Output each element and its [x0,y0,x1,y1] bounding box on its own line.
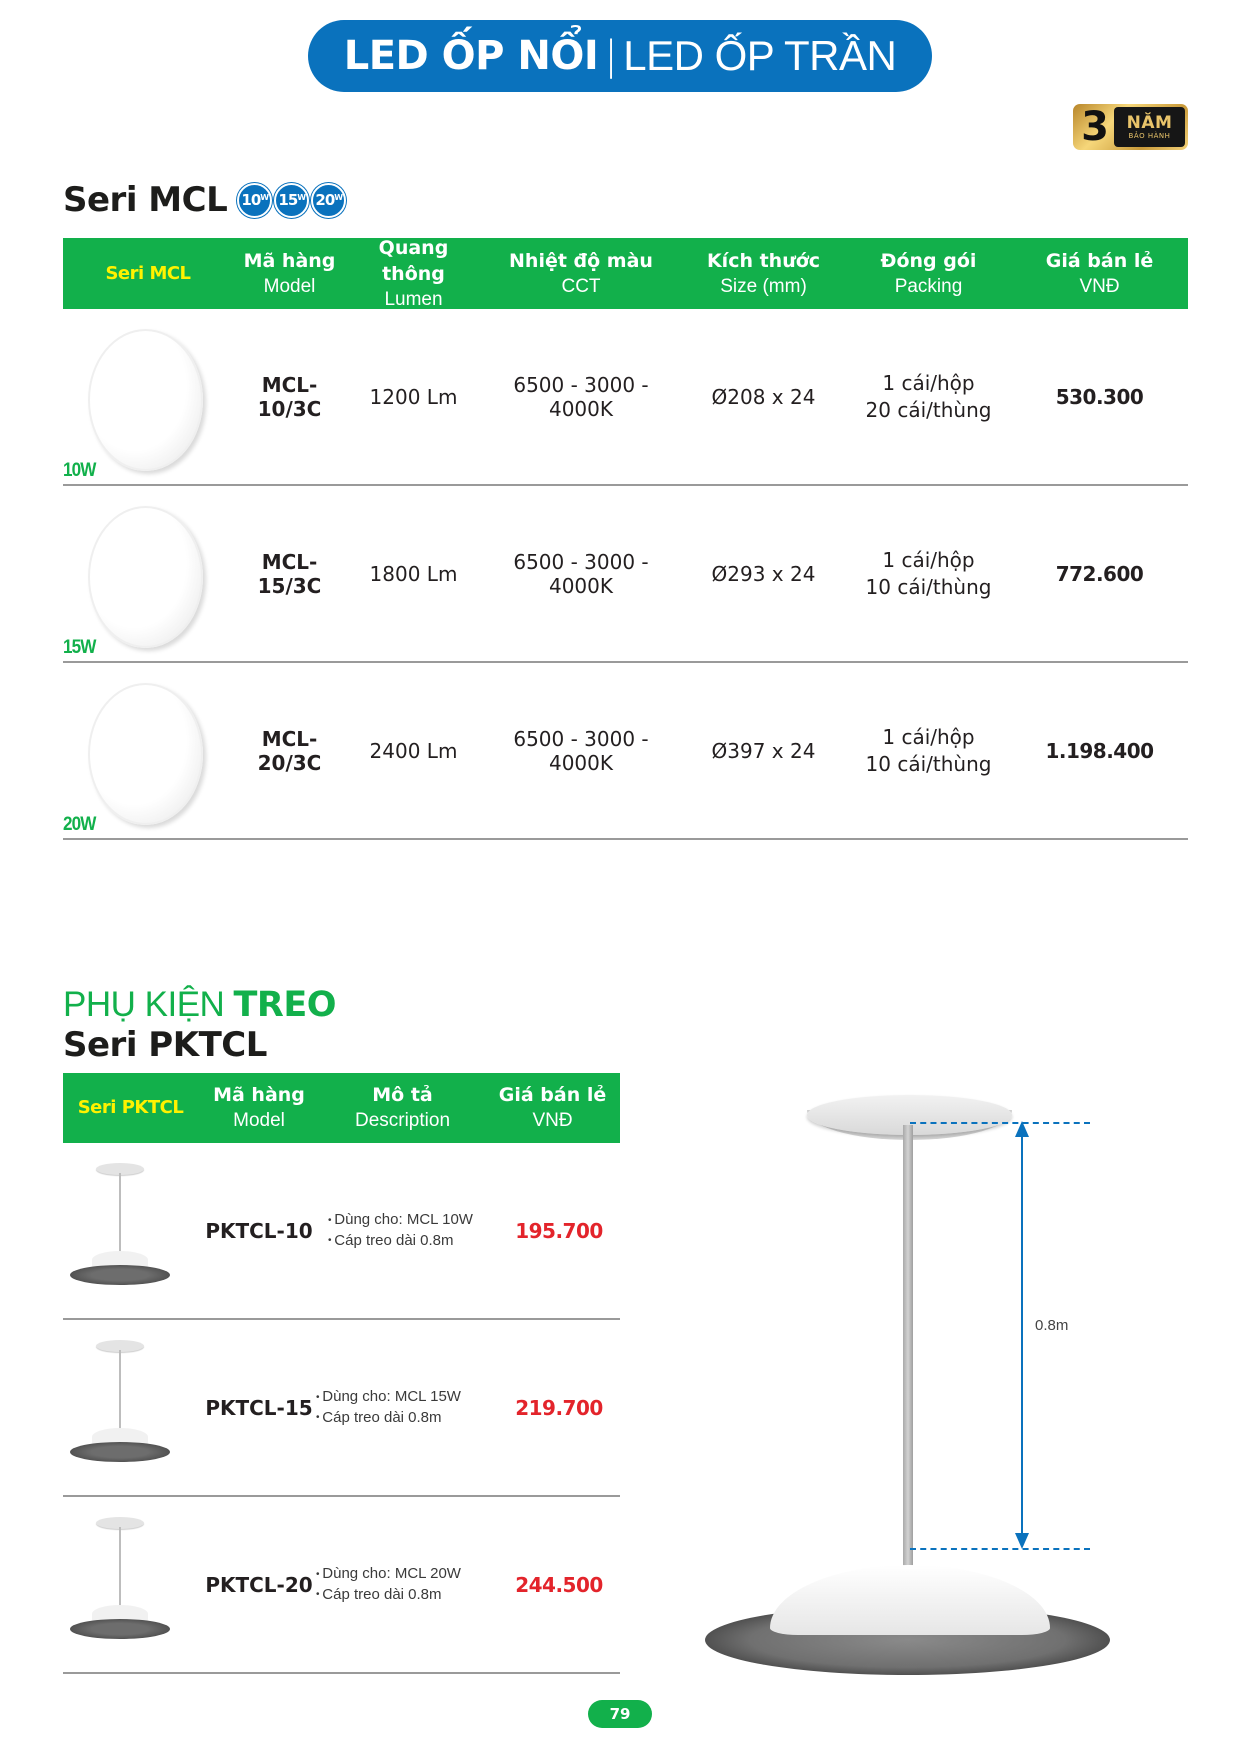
table-row [63,1320,620,1497]
row-price: 195.700 [515,1218,603,1243]
product-image-mcl-20 [88,683,203,825]
mcl-section-title [63,180,346,220]
row-description: • Dùng cho: MCL 20W • Cáp treo dài 0.8m [316,1497,498,1672]
col-seri: Seri PKTCL [77,1097,184,1118]
pktcl-table-header [63,1073,620,1143]
row-price: 1.198.400 [1045,738,1154,763]
table-row [63,486,1188,663]
warranty-badge [1073,104,1188,150]
table-row [63,1497,620,1674]
table-row [63,309,1188,486]
header-title-bold: LED ỐP NỔI [343,33,599,79]
warranty-label: BẢO HÀNH [1128,132,1171,140]
row-model: MCL-10/3C [257,372,322,421]
pendant-kit-illustration [700,1085,1120,1665]
row-lumen: 1800 Lm [369,561,458,586]
measure-bottom-dashline [910,1548,1090,1550]
row-size: Ø293 x 24 [711,561,816,586]
col-model: Mã hàng Model [213,1084,305,1131]
row-lumen: 2400 Lm [369,738,458,763]
col-size: Kích thước Size (mm) [706,249,821,297]
table-row [63,1143,620,1320]
row-description: • Dùng cho: MCL 15W • Cáp treo dài 0.8m [316,1320,498,1495]
header-title-light: LED ỐP TRẦN [623,32,897,79]
pktcl-subtitle: Seri PKTCL [63,1025,267,1065]
row-lumen: 1200 Lm [369,384,458,409]
wattage-chip-10w: 10 $^W$ [237,183,272,218]
row-description: • Dùng cho: MCL 10W • Cáp treo dài 0.8m [328,1143,498,1318]
row-model: MCL-15/3C [257,549,322,598]
row-price: 219.700 [515,1395,603,1420]
wattage-chip-15w: 15 $^W$ [274,183,309,218]
row-size: Ø397 x 24 [711,738,816,763]
row-model: PKTCL-15 [205,1395,313,1420]
row-wattage: 10W [63,460,96,481]
row-price: 530.300 [1055,384,1144,409]
product-image-mcl-15 [88,506,203,648]
header-separator: | [604,33,618,79]
row-cct: 6500 - 3000 - 4000K [513,726,649,775]
row-model: PKTCL-10 [205,1218,313,1243]
product-image-mcl-10 [88,329,203,471]
mcl-table-header [63,238,1188,309]
warranty-unit: NĂM [1126,113,1173,133]
row-size: Ø208 x 24 [711,384,816,409]
measure-top-dashline [910,1122,1090,1124]
row-packing: 1 cái/hộp 10 cái/thùng [865,547,992,599]
lamp-shade [770,1565,1050,1635]
wattage-chips [237,183,346,218]
row-price: 244.500 [515,1572,603,1597]
suspension-rod [903,1125,913,1580]
row-wattage: 20W [63,814,96,835]
arrow-down-icon [1015,1533,1029,1549]
col-seri: Seri MCL [105,262,191,284]
row-cct: 6500 - 3000 - 4000K [513,549,649,598]
measure-arrow-line [1021,1123,1023,1533]
mcl-title-text: Seri MCL [63,180,228,220]
arrow-up-icon [1015,1121,1029,1137]
col-cct: Nhiệt độ màu CCT [509,249,653,297]
row-price: 772.600 [1055,561,1144,586]
row-model: PKTCL-20 [205,1572,313,1597]
product-image-pktcl-10 [68,1163,168,1293]
cable-length-label: 0.8m [1035,1317,1069,1334]
product-image-pktcl-20 [68,1517,168,1647]
warranty-years: 3 [1081,104,1109,150]
col-description: Mô tả Description [354,1084,451,1131]
col-model: Mã hàng Model [243,249,336,297]
row-model: MCL-20/3C [257,726,322,775]
row-packing: 1 cái/hộp 20 cái/thùng [865,370,992,422]
page-number: 79 [588,1700,652,1728]
row-packing: 1 cái/hộp 10 cái/thùng [865,724,992,776]
pktcl-section-title: PHỤ KIỆN TREO [63,985,337,1025]
col-lumen: Quang thông Lumen [378,236,449,310]
table-row [63,663,1188,840]
col-price: Giá bán lẻ VNĐ [498,1084,607,1131]
warranty-label-box [1114,107,1185,147]
page-header-banner [308,20,932,92]
row-wattage: 15W [63,637,96,658]
product-image-pktcl-15 [68,1340,168,1470]
col-packing: Đóng gói Packing [880,249,977,297]
col-price: Giá bán lẻ VNĐ [1045,249,1154,297]
row-cct: 6500 - 3000 - 4000K [513,372,649,421]
wattage-chip-20w: 20 $^W$ [311,183,346,218]
